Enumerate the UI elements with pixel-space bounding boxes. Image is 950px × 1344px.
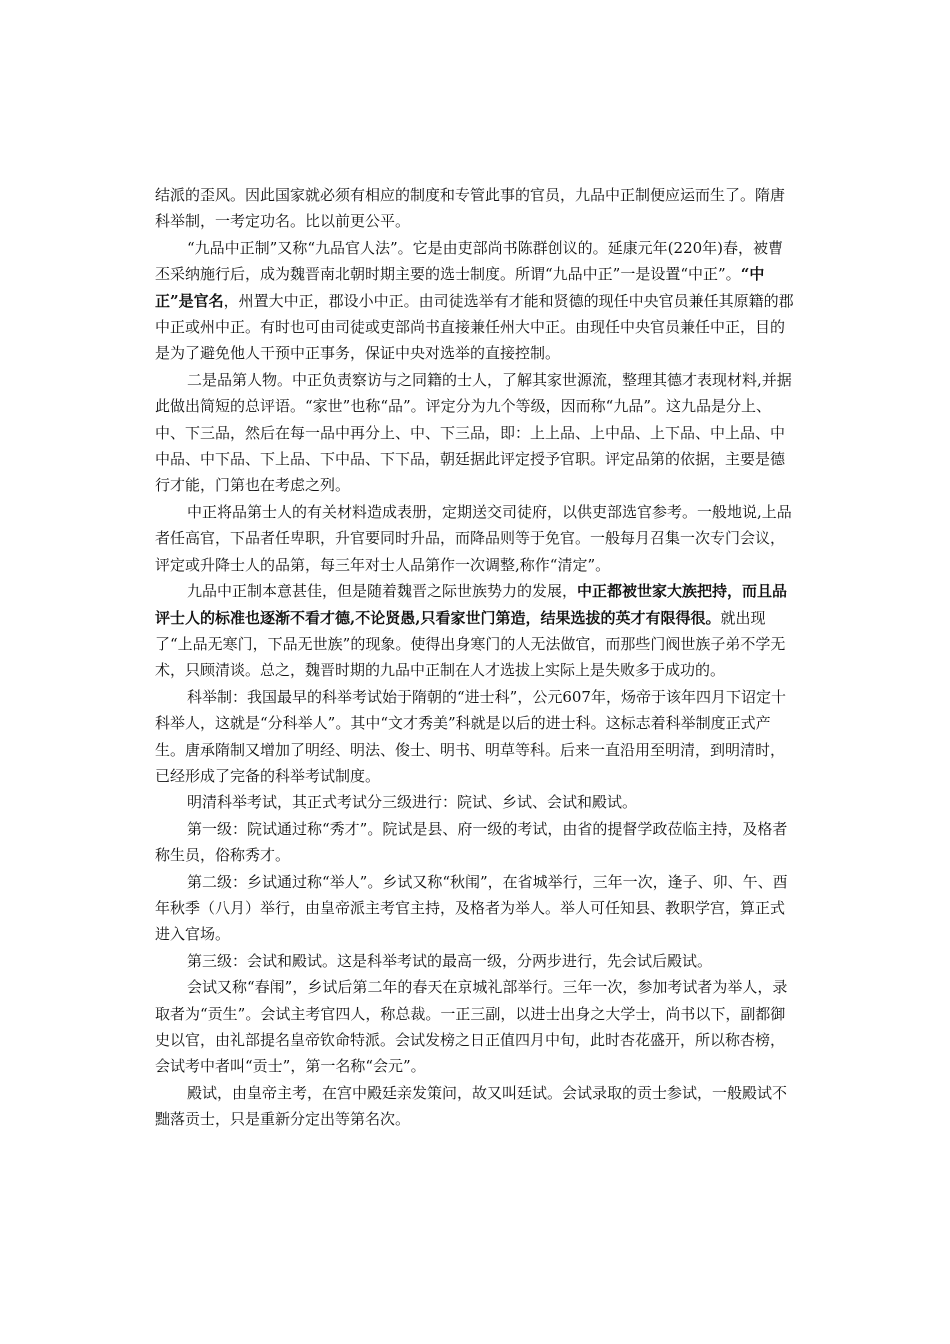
text-run: 结派的歪风。因此国家就必须有相应的制度和专管此事的官员，九品中正制便应运而生了。隋唐科举制，一考定功名。比以前更公平。 [155, 186, 786, 231]
paragraph [155, 367, 795, 499]
paragraph [155, 789, 795, 815]
document-body [155, 182, 795, 1133]
text-run: 科举制：我国最早的科举考试始于隋朝的“进士科”，公元607年，炀帝于该年四月下诏定十科举人，这就是“分科举人”。其中“文才秀美”科就是以后的进士科。这标志着科举制度正式产生。唐承隋制又增加了明经、明法、俊士、明书、明草等科。后来一直沿用至明清，到明清时，已经形成了完备的科举考试制度。 [155, 687, 786, 785]
paragraph [155, 578, 795, 684]
paragraph [155, 499, 795, 578]
bold-text-run: “中正”是官名 [155, 265, 765, 310]
paragraph [155, 1080, 795, 1133]
paragraph [155, 948, 795, 974]
text-run: 会试又称“春闱”，乡试后第二年的春天在京城礼部举行。三年一次，参加考试者为举人，录取者为“贡生”。会试主考官四人，称总裁。一正三副，以进士出身之大学士，尚书以下，副都御史以官，由礼部提名皇帝钦命特派。会试发榜之日正值四月中旬，此时杏花盛开，所以称杏榜，会试考中者叫“贡士”，第一名称“会元”。 [155, 978, 788, 1076]
paragraph [155, 235, 795, 367]
text-run: 第一级：院试通过称“秀才”。院试是县、府一级的考试，由省的提督学政莅临主持，及格者称生员，俗称秀才。 [155, 819, 788, 865]
text-run: 殿试，由皇帝主考，在宫中殿廷亲发策问，故又叫廷试。会试录取的贡士参试，一般殿试不黜落贡士，只是重新分定出等第名次。 [155, 1083, 788, 1129]
paragraph [155, 869, 795, 948]
text-run: 中正将品第士人的有关材料造成表册，定期送交司徒府，以供吏部选官参考。一般地说,上品者任高官，下品者任卑职，升官要同时升品，而降品则等于免官。一般每月召集一次专门会议，评定或升降士人的品第，每三年对士人品第作一次调整,称作“清定”。 [155, 502, 792, 574]
paragraph [155, 816, 795, 869]
text-run: 九品中正制本意甚佳，但是随着魏晋之际世族势力的发展， [187, 582, 578, 601]
text-run: ，州置大中正，郡设小中正。由司徒选举有才能和贤德的现任中央官员兼任其原籍的郡中正或州中正。有时也可由司徒或吏部尚书直接兼任州大中正。由现任中央官员兼任中正，目的是为了避免他人干预中正事务，保证中央对选举的直接控制。 [155, 291, 794, 363]
text-run: 明清科举考试，其正式考试分三级进行：院试、乡试、会试和殿试。 [187, 793, 638, 812]
text-run: 第三级：会试和殿试。这是科举考试的最高一级，分两步进行，先会试后殿试。 [187, 951, 713, 970]
paragraph [155, 974, 795, 1080]
text-run: 就出现了“上品无寒门，下品无世族”的现象。使得出身寒门的人无法做官，而那些门阀世族子弟不学无术，只顾清谈。总之，魏晋时期的九品中正制在人才选拔上实际上是失败多于成功的。 [155, 608, 786, 680]
text-run: 第二级：乡试通过称“举人”。乡试又称“秋闱”，在省城举行，三年一次，逢子、卯、午、酉年秋季（八月）举行，由皇帝派主考官主持，及格者为举人。举人可任知县、教职学宫，算正式进入官场。 [155, 872, 788, 944]
paragraph [155, 684, 795, 790]
bold-text-run: 中正都被世家大族把持，而且品评士人的标准也逐渐不看才德,不论贤愚,只看家世门第造，结果选拔的英才有限得很。 [155, 582, 788, 627]
text-run: “九品中正制”又称“九品官人法”。它是由吏部尚书陈群创议的。延康元年(220年)春，被曹丕采纳施行后，成为魏晋南北朝时期主要的选士制度。所谓“九品中正”一是设置“中正”。 [155, 238, 784, 284]
text-run: 二是品第人物。中正负责察访与之同籍的士人，了解其家世源流，整理其德才表现材料,并据此做出简短的总评语。“家世”也称“品”。评定分为九个等级，因而称“九品”。这九品是分上、中、下三品，然后在每一品中再分上、中、下三品，即：上上品、上中品、上下品、中上品、中中品、中下品、下上品、下中品、下下品，朝廷据此评定授予官职。评定品第的依据，主要是德行才能，门第也在考虑之列。 [155, 370, 792, 495]
paragraph [155, 182, 795, 235]
